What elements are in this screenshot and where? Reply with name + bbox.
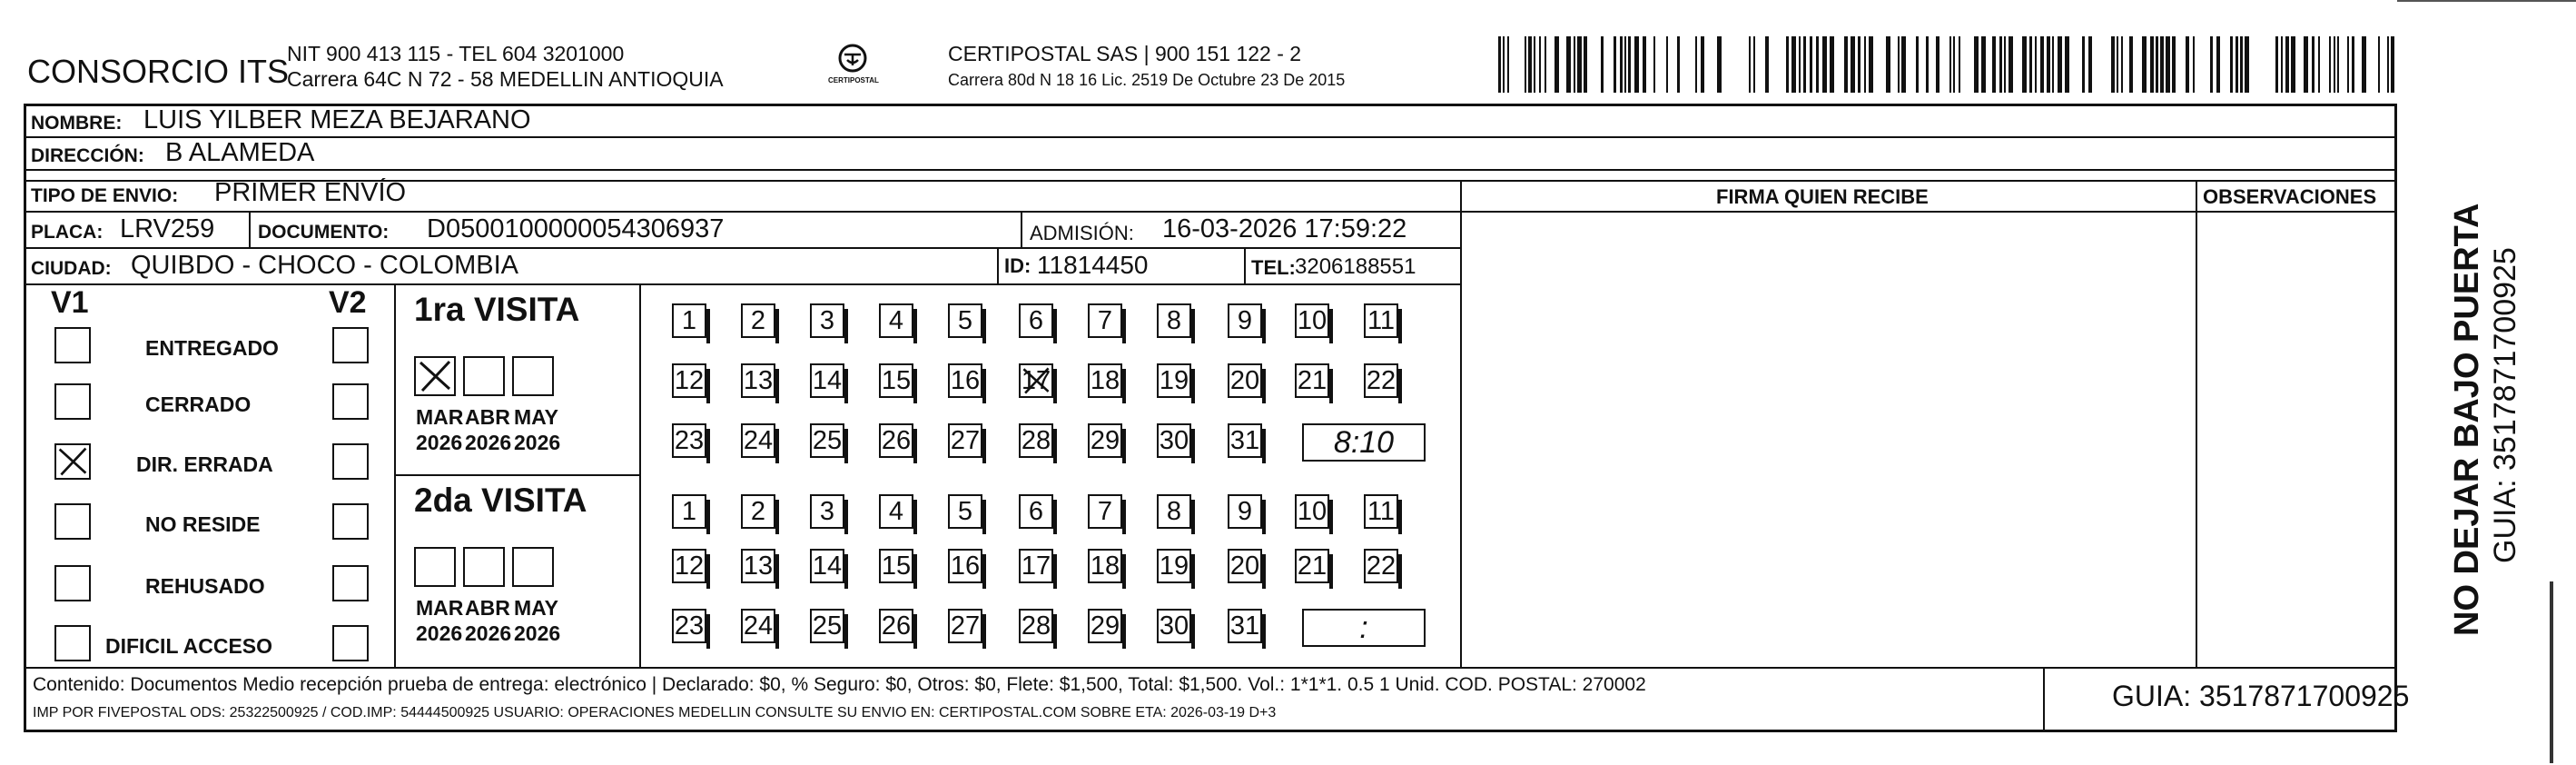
status-label: REHUSADO: [145, 574, 265, 598]
check-mark-icon: [56, 445, 89, 478]
month-label: ABR: [465, 405, 510, 429]
direccion-label: DIRECCIÓN:: [31, 145, 144, 166]
status-label: CERRADO: [145, 392, 252, 416]
tel-value: 3206188551: [1295, 254, 1416, 279]
status-label: NO RESIDE: [145, 512, 261, 536]
ciudad-value: QUIBDO - CHOCO - COLOMBIA: [131, 251, 518, 280]
first-day-25[interactable]: 25: [810, 423, 844, 458]
second-day-17[interactable]: 17: [1019, 549, 1053, 583]
first-month-checkbox[interactable]: [414, 356, 456, 396]
year-label: 2026: [416, 621, 463, 645]
second-time-field[interactable]: :: [1302, 609, 1426, 647]
second-day-23[interactable]: 23: [672, 609, 706, 643]
first-day-1[interactable]: 1: [672, 303, 706, 338]
first-day-16[interactable]: 16: [948, 363, 982, 398]
second-day-11[interactable]: 11: [1364, 494, 1398, 529]
first-month-checkbox[interactable]: [463, 356, 505, 396]
id-label: ID:: [1004, 254, 1031, 277]
first-day-28[interactable]: 28: [1019, 423, 1053, 458]
first-month-checkbox[interactable]: [512, 356, 554, 396]
second-day-15[interactable]: 15: [879, 549, 913, 583]
v2-label: V2: [329, 285, 367, 320]
first-day-23[interactable]: 23: [672, 423, 706, 458]
v1-checkbox[interactable]: [54, 443, 91, 480]
firma-header: FIRMA QUIEN RECIBE: [1716, 185, 1929, 208]
month-label: MAY: [514, 596, 558, 620]
first-day-31[interactable]: 31: [1228, 423, 1262, 458]
documento-value: D0500100000054306937: [427, 214, 725, 243]
first-day-2[interactable]: 2: [741, 303, 775, 338]
company-address: Carrera 64C N 72 - 58 MEDELLIN ANTIOQUIA: [287, 67, 724, 91]
first-day-20[interactable]: 20: [1228, 363, 1262, 398]
year-label: 2026: [514, 431, 561, 454]
edge-mark: [2397, 0, 2576, 2]
side-warning: NO DEJAR BAJO PUERTA: [2448, 203, 2486, 636]
first-day-5[interactable]: 5: [948, 303, 982, 338]
company-name: CONSORCIO ITS: [27, 53, 290, 90]
second-day-22[interactable]: 22: [1364, 549, 1398, 583]
observaciones-header: OBSERVACIONES: [2203, 185, 2377, 208]
first-day-21[interactable]: 21: [1295, 363, 1329, 398]
second-day-7[interactable]: 7: [1088, 494, 1122, 529]
second-day-30[interactable]: 30: [1157, 609, 1191, 643]
first-day-3[interactable]: 3: [810, 303, 844, 338]
nit-line: NIT 900 413 115 - TEL 604 3201000: [287, 42, 625, 65]
first-day-12[interactable]: 12: [672, 363, 706, 398]
second-month-checkbox[interactable]: [512, 547, 554, 587]
v1-checkbox[interactable]: [54, 383, 91, 420]
status-label: ENTREGADO: [145, 336, 279, 360]
first-time-field[interactable]: 8:10: [1302, 423, 1426, 462]
second-day-27[interactable]: 27: [948, 609, 982, 643]
v2-checkbox[interactable]: [332, 327, 369, 363]
nombre-value: LUIS YILBER MEZA BEJARANO: [143, 105, 531, 134]
second-day-26[interactable]: 26: [879, 609, 913, 643]
second-day-18[interactable]: 18: [1088, 549, 1122, 583]
year-label: 2026: [514, 621, 561, 645]
v1-checkbox[interactable]: [54, 503, 91, 540]
admision-value: 16-03-2026 17:59:22: [1162, 214, 1407, 243]
imp-line: IMP POR FIVEPOSTAL ODS: 25322500925 / COD.IMP: 54444500925 USUARIO: OPERACIONES MEDELLIN CONSULTE SU ENVIO EN: CERTIPOSTAL.COM SOBRE ETA: 2026-03-19 D+3: [33, 705, 1277, 720]
documento-label: DOCUMENTO:: [258, 222, 390, 243]
second-day-2[interactable]: 2: [741, 494, 775, 529]
v1-checkbox[interactable]: [54, 565, 91, 601]
first-day-13[interactable]: 13: [741, 363, 775, 398]
check-mark-icon: [1021, 365, 1051, 396]
edge-mark-right: [2550, 581, 2553, 763]
certipostal-logo: [824, 40, 881, 91]
second-day-6[interactable]: 6: [1019, 494, 1053, 529]
second-day-8[interactable]: 8: [1157, 494, 1191, 529]
second-day-13[interactable]: 13: [741, 549, 775, 583]
month-label: MAR: [416, 405, 464, 429]
tipo-label: TIPO DE ENVIO:: [31, 185, 179, 206]
second-day-25[interactable]: 25: [810, 609, 844, 643]
status-label: DIR. ERRADA: [136, 452, 273, 476]
year-label: 2026: [465, 431, 512, 454]
second-visit-title: 2da VISITA: [414, 482, 587, 519]
status-label: DIFICIL ACCESO: [105, 634, 273, 658]
second-day-10[interactable]: 10: [1295, 494, 1329, 529]
first-day-19[interactable]: 19: [1157, 363, 1191, 398]
v2-checkbox[interactable]: [332, 383, 369, 420]
first-day-6[interactable]: 6: [1019, 303, 1053, 338]
check-mark-icon: [416, 358, 454, 394]
first-day-10[interactable]: 10: [1295, 303, 1329, 338]
second-day-29[interactable]: 29: [1088, 609, 1122, 643]
logo-caption: CERTIPOSTAL: [828, 76, 879, 84]
barcode: [1498, 36, 2406, 94]
first-day-15[interactable]: 15: [879, 363, 913, 398]
second-day-9[interactable]: 9: [1228, 494, 1262, 529]
first-day-9[interactable]: 9: [1228, 303, 1262, 338]
first-day-4[interactable]: 4: [879, 303, 913, 338]
certipostal-line2: Carrera 80d N 18 16 Lic. 2519 De Octubre 23 De 2015: [948, 71, 1346, 89]
first-day-27[interactable]: 27: [948, 423, 982, 458]
second-day-4[interactable]: 4: [879, 494, 913, 529]
first-day-22[interactable]: 22: [1364, 363, 1398, 398]
first-day-8[interactable]: 8: [1157, 303, 1191, 338]
v1-checkbox[interactable]: [54, 625, 91, 661]
year-label: 2026: [465, 621, 512, 645]
admision-label: ADMISIÓN:: [1030, 222, 1134, 244]
v2-checkbox[interactable]: [332, 565, 369, 601]
year-label: 2026: [416, 431, 463, 454]
second-day-21[interactable]: 21: [1295, 549, 1329, 583]
second-day-16[interactable]: 16: [948, 549, 982, 583]
direccion-value: B ALAMEDA: [165, 138, 315, 167]
v2-checkbox[interactable]: [332, 625, 369, 661]
nombre-label: NOMBRE:: [31, 113, 123, 134]
first-day-29[interactable]: 29: [1088, 423, 1122, 458]
second-day-19[interactable]: 19: [1157, 549, 1191, 583]
first-visit-title: 1ra VISITA: [414, 291, 580, 328]
v2-checkbox[interactable]: [332, 443, 369, 480]
second-month-checkbox[interactable]: [463, 547, 505, 587]
certipostal-line1: CERTIPOSTAL SAS | 900 151 122 - 2: [948, 42, 1302, 65]
ciudad-label: CIUDAD:: [31, 258, 112, 279]
month-label: MAY: [514, 405, 558, 429]
second-day-20[interactable]: 20: [1228, 549, 1262, 583]
side-guia: GUIA: 3517871700925: [2488, 247, 2522, 563]
first-day-26[interactable]: 26: [879, 423, 913, 458]
second-day-31[interactable]: 31: [1228, 609, 1262, 643]
first-day-30[interactable]: 30: [1157, 423, 1191, 458]
contenido-line: Contenido: Documentos Medio recepción prueba de entrega: electrónico | Declarado: $0, % Seguro: $0, Otros: $0, Flete: $1,500, Total: $1,500. Vol.: 1*1*1. 0.5 1 Unid. COD. POSTAL: 270002: [33, 674, 1646, 695]
second-day-5[interactable]: 5: [948, 494, 982, 529]
second-day-12[interactable]: 12: [672, 549, 706, 583]
second-day-3[interactable]: 3: [810, 494, 844, 529]
second-day-14[interactable]: 14: [810, 549, 844, 583]
month-label: ABR: [465, 596, 510, 620]
tel-label: TEL:: [1251, 256, 1296, 279]
footer-guia: GUIA: 3517871700925: [2112, 680, 2410, 712]
second-day-1[interactable]: 1: [672, 494, 706, 529]
first-day-24[interactable]: 24: [741, 423, 775, 458]
tipo-value: PRIMER ENVÍO: [214, 178, 407, 207]
v1-checkbox[interactable]: [54, 327, 91, 363]
placa-label: PLACA:: [31, 222, 104, 243]
first-day-18[interactable]: 18: [1088, 363, 1122, 398]
month-label: MAR: [416, 596, 464, 620]
id-value: 11814450: [1037, 251, 1149, 279]
second-month-checkbox[interactable]: [414, 547, 456, 587]
placa-value: LRV259: [120, 214, 215, 243]
v1-label: V1: [51, 285, 89, 320]
first-day-7[interactable]: 7: [1088, 303, 1122, 338]
second-day-24[interactable]: 24: [741, 609, 775, 643]
first-day-14[interactable]: 14: [810, 363, 844, 398]
first-day-17[interactable]: 17: [1019, 363, 1053, 398]
first-day-11[interactable]: 11: [1364, 303, 1398, 338]
v2-checkbox[interactable]: [332, 503, 369, 540]
second-day-28[interactable]: 28: [1019, 609, 1053, 643]
